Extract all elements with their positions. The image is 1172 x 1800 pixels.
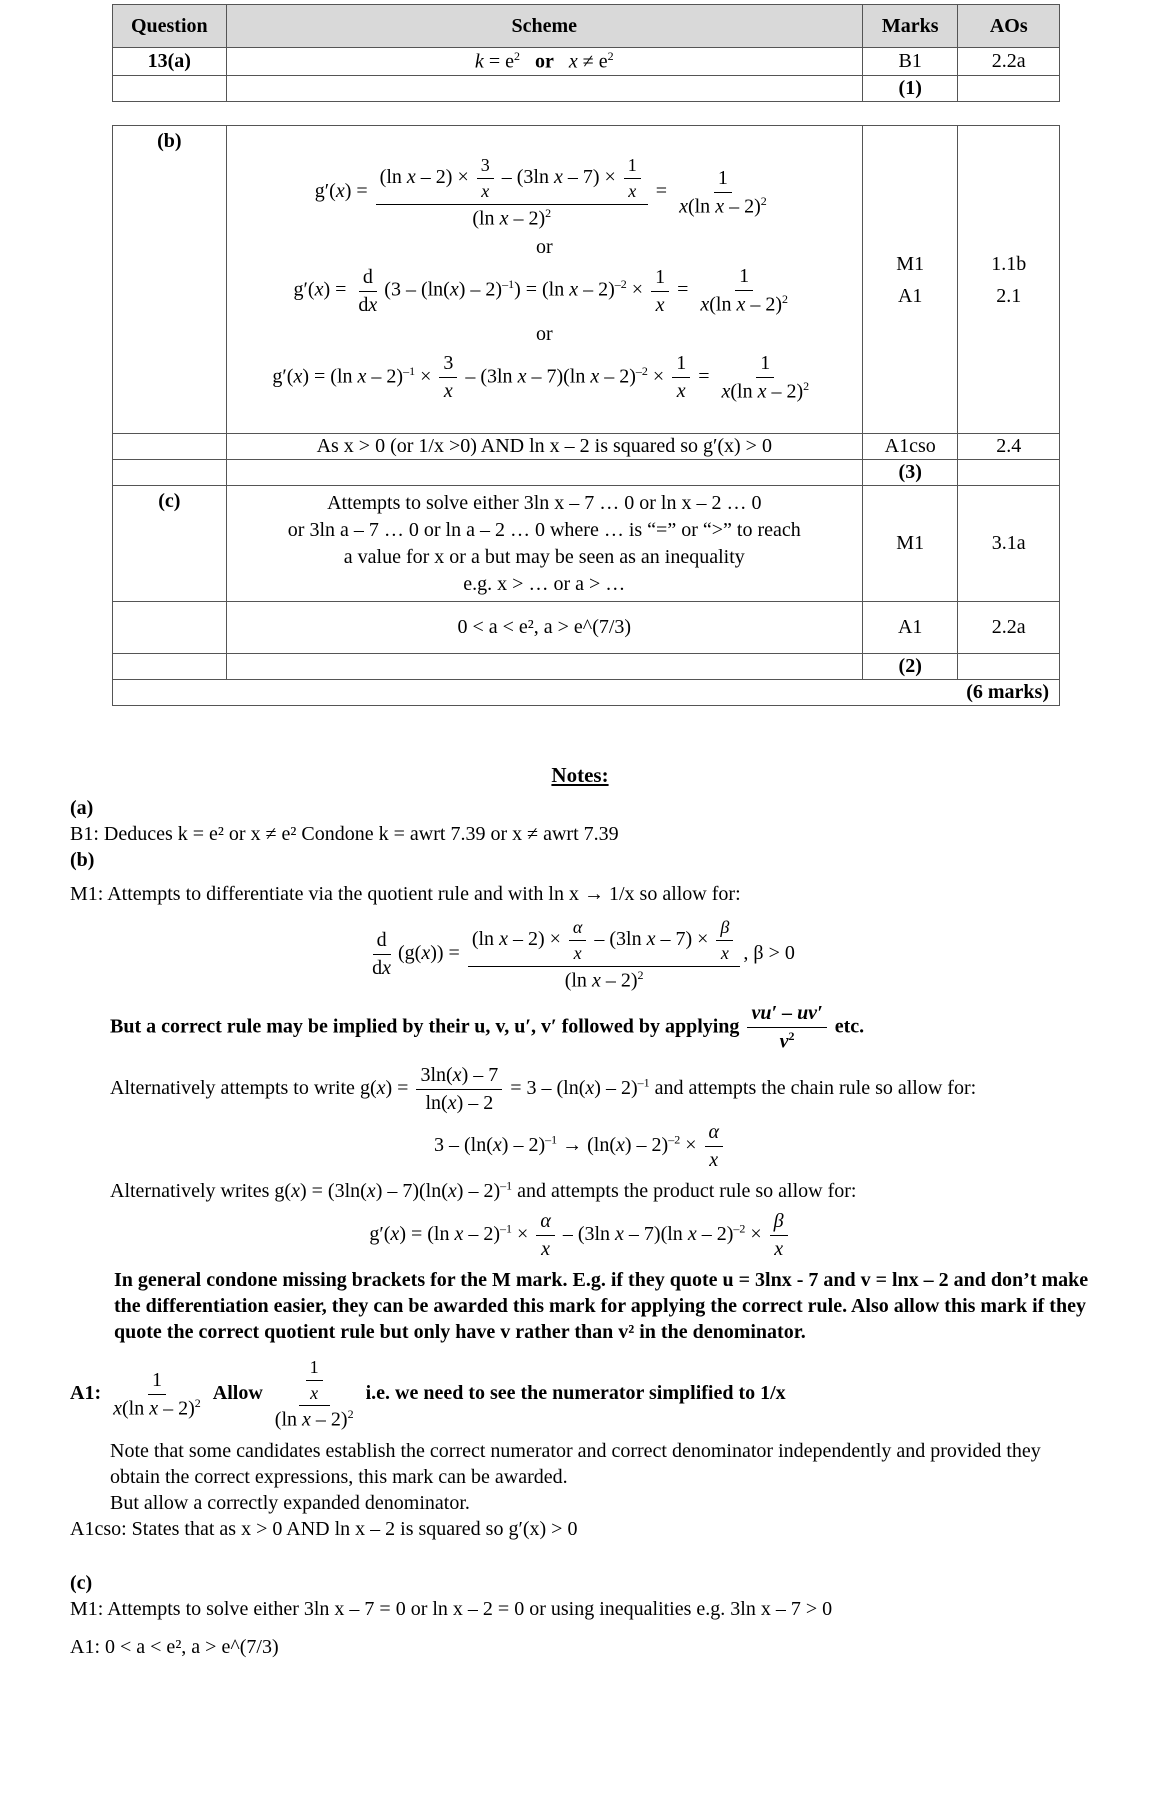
row-13c-total [113, 654, 1060, 680]
alt1-end: and attempts the chain rule so allow for: [654, 1077, 977, 1100]
scheme-13c-line1: Attempts to solve either 3ln x – 7 … 0 or ln x – 2 … 0 [327, 491, 762, 514]
correct-rule-line: But a correct rule may be implied by their u, v, u′, v′ followed by applying $\frac{vu' - uv'}{v^2}$ etc. [110, 1002, 865, 1053]
mark-13a: B1 [862, 48, 958, 76]
ao-b-2: 2.1 [996, 284, 1022, 307]
a1-label: A1: [70, 1382, 102, 1405]
total-13c: (2) [862, 654, 958, 680]
row-13a [113, 48, 1060, 76]
mark-m1-c: M1 [862, 486, 958, 602]
total-13a: (1) [862, 76, 958, 102]
a1cso-note: A1cso: States that as x > 0 AND ln x – 2 is squared so g′(x) > 0 [70, 1518, 578, 1541]
mark-scheme-table-a [112, 4, 1060, 102]
notes-c-label: (c) [70, 1572, 93, 1595]
row-13c [113, 486, 1060, 602]
notes-title: Notes: [551, 763, 609, 787]
scheme-13a: $k = e^2$ or $x \ne e^2$ [226, 48, 862, 76]
alt1-text: Alternatively attempts to write [110, 1077, 355, 1100]
scheme-13c-answer: 0 < a < e², a > e^(7/3) [226, 602, 862, 654]
mark-a1cso: A1cso [862, 434, 958, 460]
notes-c-m1: M1: Attempts to solve either 3ln x – 7 = 0 or ln x – 2 = 0 or using inequalities e.g. 3ln x – 7 > 0 [70, 1598, 833, 1621]
row-13b-final [113, 434, 1060, 460]
grand-total: (6 marks) [113, 680, 1060, 706]
ao-b-1: 1.1b [991, 252, 1027, 275]
row-13c-answer [113, 602, 1060, 654]
notes-b-label: (b) [70, 849, 95, 872]
mark-a1-b: A1 [897, 284, 923, 307]
scheme-13c [226, 486, 862, 602]
row-grand-total [113, 680, 1060, 706]
notes-a-label: (a) [70, 797, 94, 820]
question-13b: (b) [113, 126, 227, 434]
scheme-13b: g′(x) = (ln x – 2) × $\frac{3}{x}$ – (3ln x – 7) × $\frac{1}{x}$ (ln x – 2)$^2$ = $\frac{1}{x(\ln x - 2)^2}$ or g′(x) = $\frac{d}{dx}$ (3 – (ln(x) – 2)$^{-1}$) = (ln x – 2)$^{-2}$ × $\frac{1}{x}$ = $\frac{1}{x(\ln x - 2)^2}$ or g′(x) = (ln x – 2)$^{-1}$ × $\frac{3}{x}$ – (3ln x – 7)(ln x – 2)$^{-2}$ × $\frac{1}{x}$ = $\frac{1}{x(\ln x - 2)^2}$ [226, 126, 862, 434]
alt2-end: and attempts the product rule so allow for: [517, 1179, 857, 1202]
general-condone: In general condone missing brackets for the M mark. E.g. if they quote u = 3lnx - 7 and v = lnx – 2 and don’t make the differentiation easier, they can be awarded this mark for applying the correct rule. Also allow this mark if they quote the correct quotient rule but only have v rather than v² in the denominator. [114, 1268, 1089, 1343]
scheme-13c-line2: or 3ln a – 7 … 0 or ln a – 2 … 0 where … is “=” or “>” to reach [287, 518, 801, 541]
scheme-13c-line4: e.g. x > … or a > … [463, 572, 626, 595]
a1-line: A1: $\frac{1}{x(\ln x - 2)^2}$ Allow $\frac{\frac{1}{x}}{(\ln x - 2)^2}$ i.e. we need to see the numerator simplified to 1/x [70, 1356, 786, 1432]
correct-rule-text: But a correct rule may be implied by their u, v, u′, v′ followed by applying [110, 1015, 740, 1038]
or-2: or [535, 323, 553, 346]
ao-c-2: 2.2a [958, 602, 1060, 654]
product-rule-equation: g′(x) = (ln x – 2)$^{-1}$ × $\frac{\alpha}{x}$ – (3ln x – 7)(ln x – 2)$^{-2}$ × $\frac{\beta}{x}$ [70, 1210, 1090, 1261]
question-13a: 13(a) [113, 48, 227, 76]
header-marks: Marks [862, 5, 958, 48]
ao-c-1: 3.1a [958, 486, 1060, 602]
ao-13a: 2.2a [958, 48, 1060, 76]
a1-note1: Note that some candidates establish the correct numerator and correct denominator independently and provided they obtain the correct expressions, this mark can be awarded. [110, 1440, 1041, 1489]
a1-allow: Allow [212, 1382, 263, 1405]
row-13b [113, 126, 1060, 434]
a1-see: i.e. we need to see the numerator simplified to 1/x [365, 1382, 786, 1405]
alt2-text: Alternatively writes [110, 1179, 270, 1202]
aos-13b [958, 126, 1060, 434]
notes-section [70, 762, 1090, 1660]
ao-b-final: 2.4 [958, 434, 1060, 460]
alt2-line: Alternatively writes g(x) = (3ln(x) – 7)(ln(x) – 2)$^{-1}$ and attempts the product rule so allow for: [110, 1178, 857, 1202]
header-aos: AOs [958, 5, 1060, 48]
scheme-13b-final: As x > 0 (or 1/x >0) AND ln x – 2 is squared so g′(x) > 0 [226, 434, 862, 460]
header-question: Question [113, 5, 227, 48]
scheme-13c-line3: a value for x or a but may be seen as an inequality [343, 545, 745, 568]
row-13b-total [113, 460, 1060, 486]
alt1-line: Alternatively attempts to write g(x) = $\frac{3\ln(x) - 7}{\ln(x) - 2}$ = 3 – (ln(x) – 2)$^{-1}$ and attempts the chain rule so allow for: [110, 1063, 977, 1114]
row-13a-total [113, 76, 1060, 102]
total-13b: (3) [862, 460, 958, 486]
chain-rule-equation: 3 – (ln(x) – 2)$^{-1}$ → (ln(x) – 2)$^{-2}$ × $\frac{\alpha}{x}$ [70, 1121, 1090, 1172]
question-13c: (c) [113, 486, 227, 602]
header-scheme: Scheme [226, 5, 862, 48]
mark-scheme-table-bc [112, 125, 1060, 706]
notes-a-b1: B1: Deduces k = e² or x ≠ e² Condone k = awrt 7.39 or x ≠ awrt 7.39 [70, 823, 619, 846]
a1-note2: But allow a correctly expanded denominator. [110, 1492, 470, 1515]
correct-rule-end: etc. [834, 1015, 865, 1038]
mark-m1-b: M1 [896, 252, 925, 275]
mark-a1-c: A1 [862, 602, 958, 654]
notes-m1-intro: M1: Attempts to differentiate via the quotient rule and with ln x → 1/x so allow for: [70, 883, 741, 906]
notes-c-a1: A1: 0 < a < e², a > e^(7/3) [70, 1636, 279, 1659]
quotient-rule-equation: $\frac{d}{dx}$ (g(x)) = (ln x – 2) × $\frac{\alpha}{x}$ – (3ln x – 7) × $\frac{\beta}{x}$ (ln x – 2)$^2$ , β > 0 [372, 917, 795, 992]
table-header-row [113, 5, 1060, 48]
marks-13b [862, 126, 958, 434]
or-1: or [535, 236, 553, 259]
beta-condition: β > 0 [753, 942, 795, 965]
